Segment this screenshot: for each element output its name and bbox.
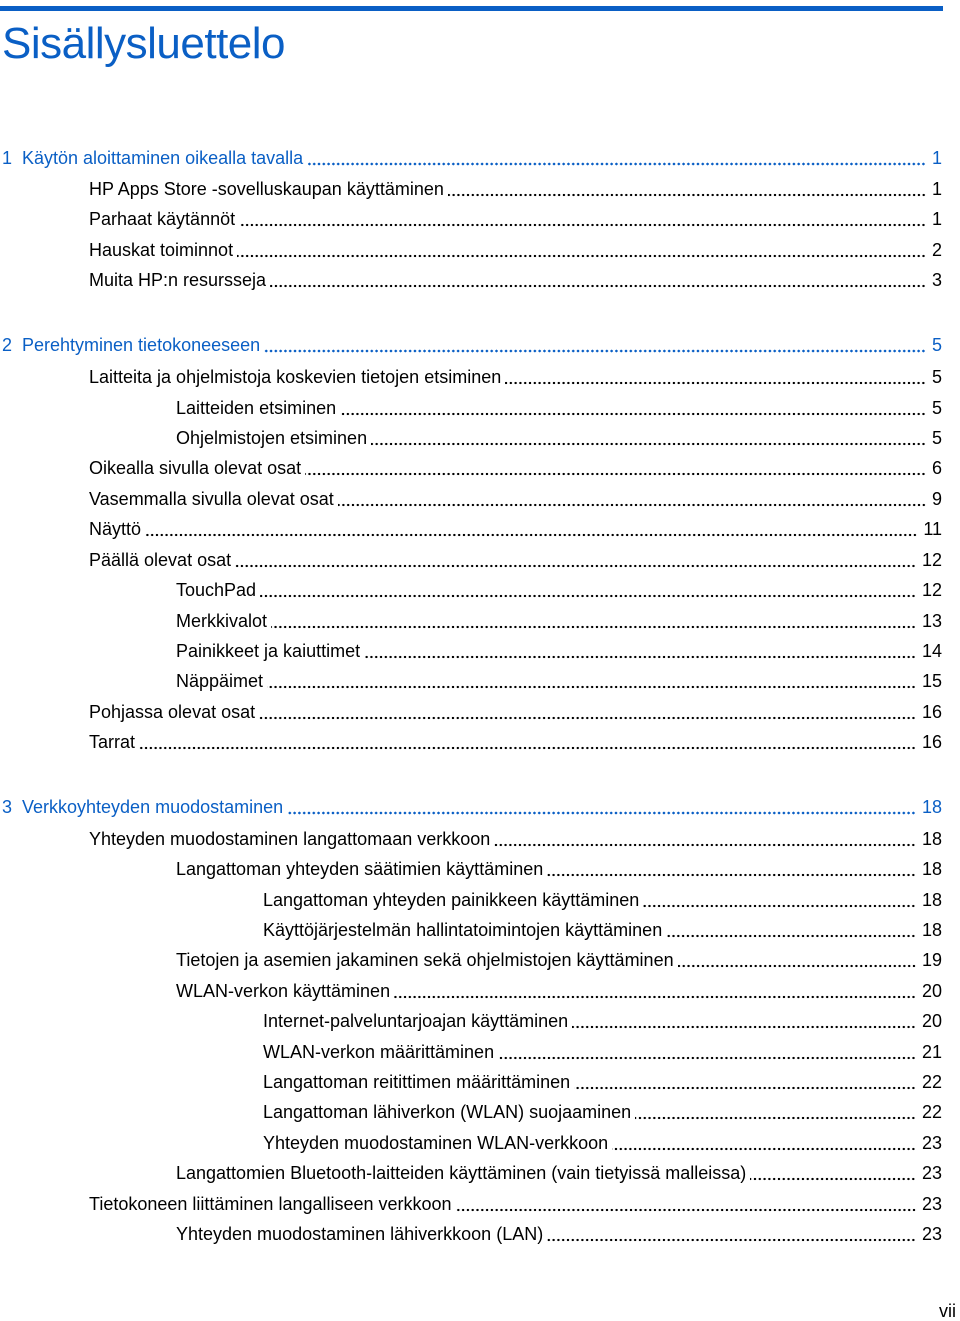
toc-entry[interactable] — [263, 917, 942, 941]
entry-title: Näppäimet — [176, 671, 264, 691]
toc-entry[interactable] — [263, 1069, 942, 1093]
entry-title: HP Apps Store -sovelluskaupan käyttäminen — [89, 179, 444, 199]
toc-entry[interactable] — [176, 856, 942, 880]
toc-entry[interactable] — [176, 577, 942, 601]
toc-entry[interactable] — [89, 206, 942, 230]
dot-leader — [456, 1190, 916, 1212]
chapter-title: Verkkoyhteyden muodostaminen — [22, 797, 284, 817]
entry-page: 16 — [921, 702, 942, 722]
dot-leader — [678, 946, 916, 968]
toc-entry[interactable] — [89, 364, 942, 388]
dot-leader — [239, 205, 926, 227]
toc-entry[interactable] — [176, 395, 942, 419]
dot-leader — [364, 637, 916, 659]
toc-entry[interactable] — [89, 826, 942, 850]
entry-page: 9 — [931, 489, 942, 509]
toc-entry[interactable] — [89, 547, 942, 571]
entry-title: WLAN-verkon määrittäminen — [263, 1042, 495, 1062]
dot-leader — [139, 728, 916, 750]
dot-leader — [287, 793, 916, 815]
dot-leader — [750, 1159, 916, 1181]
toc-entry[interactable] — [263, 1130, 942, 1154]
entry-page: 18 — [921, 890, 942, 910]
dot-leader — [643, 886, 916, 908]
toc-entry[interactable] — [89, 699, 942, 723]
toc-entry[interactable] — [176, 668, 942, 692]
entry-page: 20 — [921, 1011, 942, 1031]
toc-entry[interactable] — [176, 608, 942, 632]
entry-title: Tietojen ja asemien jakaminen sekä ohjelmistojen käyttäminen — [176, 950, 674, 970]
entry-page: 23 — [921, 1194, 942, 1214]
entry-page: 12 — [921, 550, 942, 570]
toc-entry[interactable] — [263, 1008, 942, 1032]
chapter-page: 5 — [931, 335, 942, 355]
dot-leader — [264, 331, 926, 353]
entry-title: Langattoman yhteyden painikkeen käyttäminen — [263, 890, 640, 910]
entry-page: 13 — [921, 611, 942, 631]
chapter-number: 2 — [2, 335, 13, 355]
entry-title: Käyttöjärjestelmän hallintatoimintojen käyttäminen — [263, 920, 663, 940]
entry-title: Tietokoneen liittäminen langalliseen verkkoon — [89, 1194, 452, 1214]
entry-page: 11 — [923, 519, 942, 539]
dot-leader — [260, 576, 916, 598]
entry-title: Langattomien Bluetooth-laitteiden käyttäminen (vain tietyissä malleissa) — [176, 1163, 747, 1183]
entry-page: 1 — [931, 209, 942, 229]
dot-leader — [271, 607, 916, 629]
entry-page: 5 — [931, 428, 942, 448]
entry-title: Yhteyden muodostaminen langattomaan verkkoon — [89, 829, 491, 849]
toc-entry[interactable] — [89, 176, 942, 200]
entry-title: Internet-palveluntarjoajan käyttäminen — [263, 1011, 569, 1031]
entry-page: 6 — [931, 458, 942, 478]
toc-entry[interactable] — [89, 455, 942, 479]
toc-entry[interactable] — [89, 1191, 942, 1215]
entry-page: 14 — [921, 641, 942, 661]
dot-leader — [547, 855, 916, 877]
entry-title: Painikkeet ja kaiuttimet — [176, 641, 361, 661]
entry-page: 5 — [931, 398, 942, 418]
toc-entry[interactable] — [176, 947, 942, 971]
entry-page: 22 — [921, 1102, 942, 1122]
toc-entry[interactable] — [176, 638, 942, 662]
toc-entry[interactable] — [89, 486, 942, 510]
dot-leader — [307, 144, 926, 166]
dot-leader — [612, 1129, 916, 1151]
entry-page: 20 — [921, 981, 942, 1001]
toc-chapter-2[interactable] — [2, 332, 942, 356]
toc-chapter-3[interactable] — [2, 794, 942, 818]
toc-entry[interactable] — [89, 237, 942, 261]
dot-leader — [494, 825, 916, 847]
entry-title: Oikealla sivulla olevat osat — [89, 458, 302, 478]
chapter-number: 3 — [2, 797, 13, 817]
entry-title: Langattoman lähiverkon (WLAN) suojaaminen — [263, 1102, 632, 1122]
entry-page: 2 — [931, 240, 942, 260]
toc-entry[interactable] — [89, 267, 942, 291]
dot-leader — [394, 977, 916, 999]
entry-page: 23 — [921, 1163, 942, 1183]
entry-page: 1 — [931, 179, 942, 199]
entry-page: 16 — [921, 732, 942, 752]
toc-entry[interactable] — [263, 1039, 942, 1063]
dot-leader — [572, 1007, 916, 1029]
entry-page: 23 — [921, 1133, 942, 1153]
dot-leader — [498, 1038, 916, 1060]
chapter-number: 1 — [2, 148, 13, 168]
entry-title: Laitteiden etsiminen — [176, 398, 337, 418]
entry-title: Tarrat — [89, 732, 136, 752]
entry-title: Laitteita ja ohjelmistoja koskevien tietojen etsiminen — [89, 367, 502, 387]
entry-title: WLAN-verkon käyttäminen — [176, 981, 391, 1001]
entry-page: 22 — [921, 1072, 942, 1092]
dot-leader — [666, 916, 916, 938]
dot-leader — [267, 667, 916, 689]
entry-page: 18 — [921, 920, 942, 940]
entry-page: 23 — [921, 1224, 942, 1244]
entry-page: 12 — [921, 580, 942, 600]
toc-entry[interactable] — [89, 516, 942, 540]
entry-title: Päällä olevat osat — [89, 550, 232, 570]
entry-title: Vasemmalla sivulla olevat osat — [89, 489, 334, 509]
toc-entry[interactable] — [263, 887, 942, 911]
dot-leader — [448, 175, 926, 197]
entry-page: 3 — [931, 270, 942, 290]
entry-title: Muita HP:n resursseja — [89, 270, 267, 290]
chapter-page: 1 — [931, 148, 942, 168]
entry-title: Pohjassa olevat osat — [89, 702, 256, 722]
toc-entry[interactable] — [89, 729, 942, 753]
dot-leader — [635, 1098, 916, 1120]
dot-leader — [340, 394, 926, 416]
dot-leader — [237, 236, 926, 258]
entry-page: 21 — [921, 1042, 942, 1062]
entry-title: Merkkivalot — [176, 611, 268, 631]
chapter-title: Perehtyminen tietokoneeseen — [22, 335, 261, 355]
entry-title: Parhaat käytännöt — [89, 209, 236, 229]
page-title: Sisällysluettelo — [2, 19, 286, 68]
dot-leader — [259, 698, 916, 720]
entry-page: 5 — [931, 367, 942, 387]
dot-leader — [145, 515, 917, 537]
entry-title: Ohjelmistojen etsiminen — [176, 428, 368, 448]
dot-leader — [371, 424, 926, 446]
page-number: vii — [939, 1301, 956, 1321]
entry-title: Yhteyden muodostaminen lähiverkkoon (LAN) — [176, 1224, 544, 1244]
dot-leader — [505, 363, 926, 385]
entry-title: TouchPad — [176, 580, 257, 600]
toc-entry[interactable] — [176, 1160, 942, 1184]
entry-page: 18 — [921, 829, 942, 849]
entry-title: Yhteyden muodostaminen WLAN-verkkoon — [263, 1133, 609, 1153]
entry-page: 18 — [921, 859, 942, 879]
dot-leader — [235, 546, 916, 568]
chapter-page: 18 — [921, 797, 942, 817]
toc-entry[interactable] — [263, 1099, 942, 1123]
chapter-title: Käytön aloittaminen oikealla tavalla — [22, 148, 304, 168]
entry-title: Hauskat toiminnot — [89, 240, 234, 260]
toc-entry[interactable] — [176, 425, 942, 449]
dot-leader — [547, 1220, 916, 1242]
entry-title: Langattoman yhteyden säätimien käyttäminen — [176, 859, 544, 879]
dot-leader — [305, 454, 926, 476]
toc-entry[interactable] — [176, 1221, 942, 1245]
dot-leader — [574, 1068, 916, 1090]
dot-leader — [270, 266, 926, 288]
dot-leader — [338, 485, 926, 507]
entry-title: Langattoman reitittimen määrittäminen — [263, 1072, 571, 1092]
entry-page: 19 — [921, 950, 942, 970]
toc-chapter-1[interactable] — [2, 145, 942, 169]
toc-entry[interactable] — [176, 978, 942, 1002]
entry-page: 15 — [921, 671, 942, 691]
entry-title: Näyttö — [89, 519, 142, 539]
